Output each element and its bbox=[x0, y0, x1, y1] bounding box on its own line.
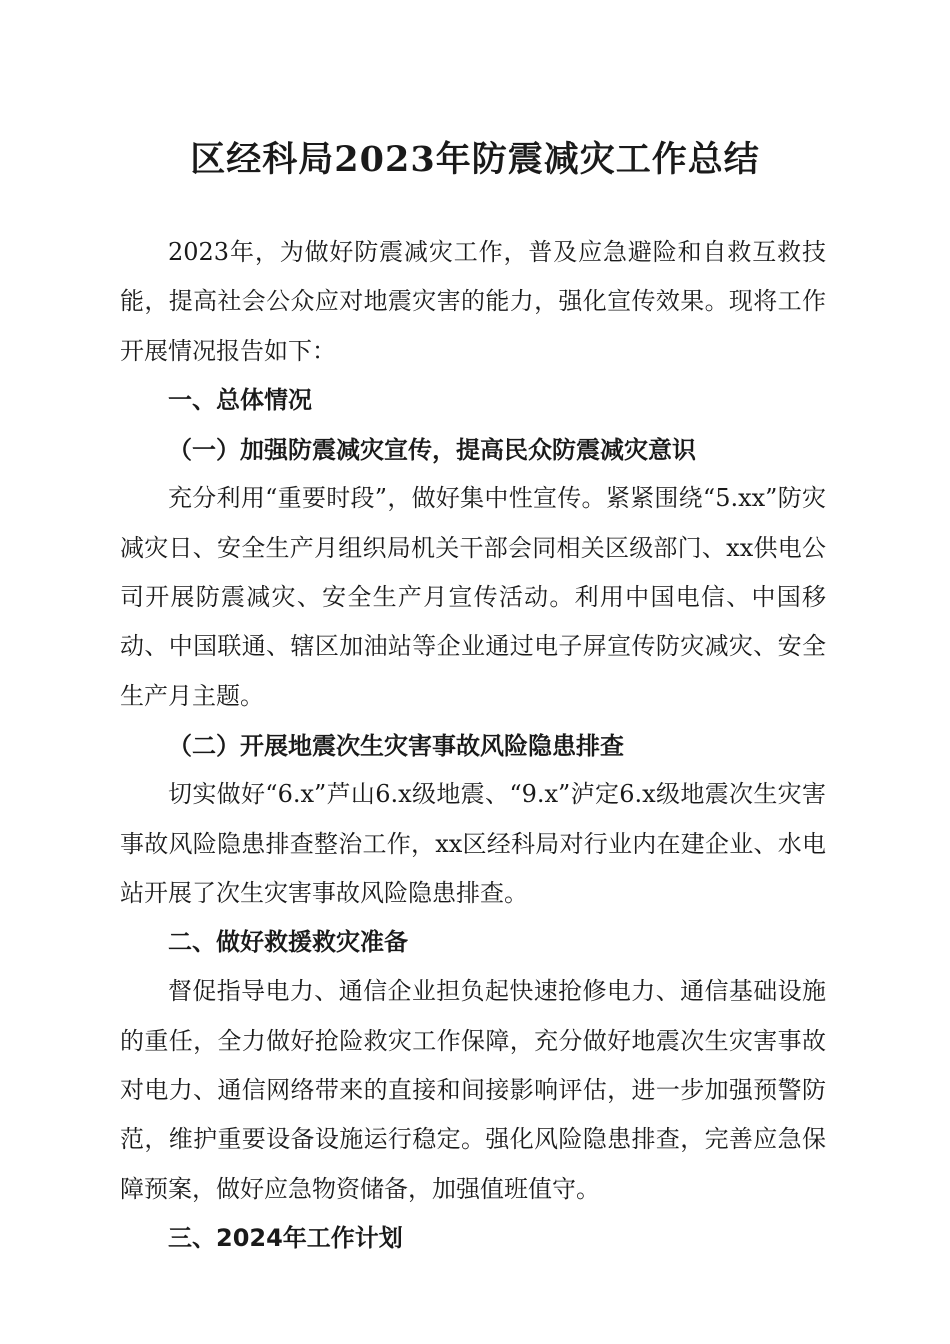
subsection-heading-publicity: （一）加强防震减灾宣传，提高民众防震减灾意识 bbox=[168, 435, 696, 465]
subsection-heading-risk-inspection: （二）开展地震次生灾害事故风险隐患排查 bbox=[168, 730, 624, 760]
document-body bbox=[120, 228, 826, 1263]
section-heading-rescue-preparation: 二、做好救援救灾准备 bbox=[168, 928, 408, 957]
section-heading-overview: 一、总体情况 bbox=[168, 385, 312, 414]
section-heading-work-plan: 三、2024年工作计划 bbox=[168, 1223, 403, 1252]
paragraph-publicity: 充分利用“重要时段”，做好集中性宣传。紧紧围绕“5.xx”防灾减灾日、安全生产月组织局机关干部会同相关区级部门、xx供电公司开展防震减灾、安全生产月宣传活动。利用中国电信、中国移动、中国联通、辖区加油站等企业通过电子屏宣传防灾减灾、安全生产月主题。 bbox=[120, 484, 826, 710]
paragraph-rescue-preparation: 督促指导电力、通信企业担负起快速抢修电力、通信基础设施的重任，全力做好抢险救灾工作保障，充分做好地震次生灾害事故对电力、通信网络带来的直接和间接影响评估，进一步加强预警防范，维护重要设备设施运行稳定。强化风险隐患排查，完善应急保障预案，做好应急物资储备，加强值班值守。 bbox=[120, 977, 826, 1203]
document-title: 区经科局2023年防震减灾工作总结 bbox=[190, 139, 760, 180]
intro-paragraph: 2023年，为做好防震减灾工作，普及应急避险和自救互救技能，提高社会公众应对地震灾害的能力，强化宣传效果。现将工作开展情况报告如下： bbox=[120, 238, 826, 365]
paragraph-risk-inspection: 切实做好“6.x”芦山6.x级地震、“9.x”泸定6.x级地震次生灾害事故风险隐患排查整治工作，xx区经科局对行业内在建企业、水电站开展了次生灾害事故风险隐患排查。 bbox=[120, 780, 826, 907]
